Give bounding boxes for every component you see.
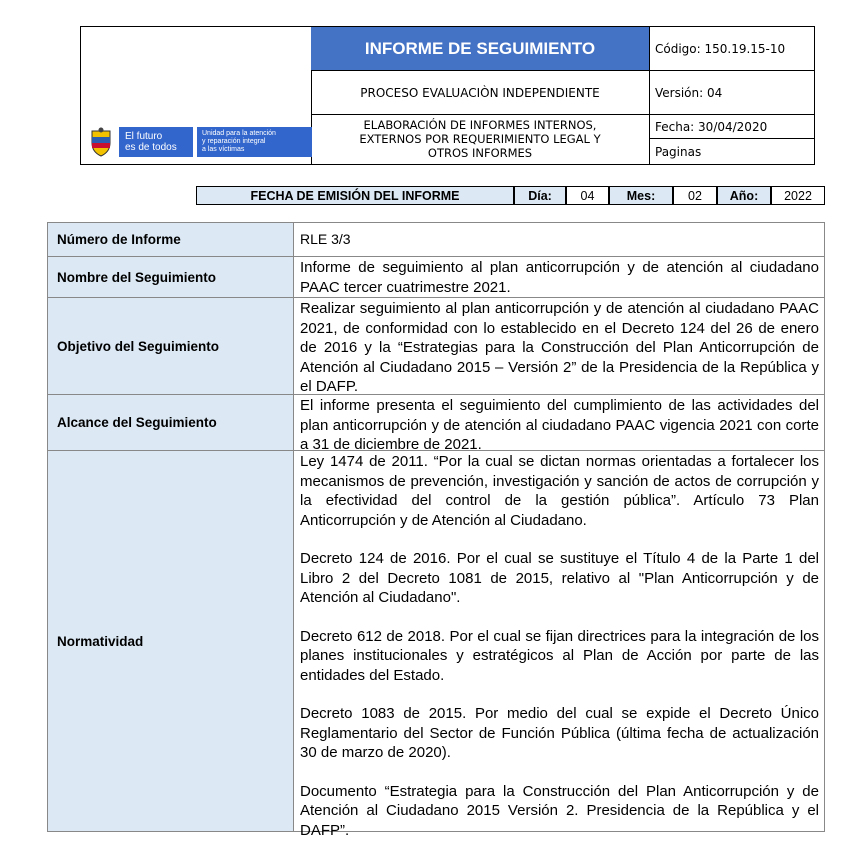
document-pages: Paginas [655,144,702,159]
report-title: INFORME DE SEGUIMIENTO [311,27,650,71]
procedure-line-1: ELABORACIÓN DE INFORMES INTERNOS, [363,118,597,132]
issue-date-label: FECHA DE EMISIÓN DEL INFORME [196,186,514,205]
document-code: Código: 150.19.15-10 [650,27,814,71]
entity-line-2: y reparación integral [202,138,266,145]
scope-value: El informe presenta el seguimiento del cumplimiento de las actividades del plan anticorrupción y de atención al ciudadano PAAC vigencia 2021 con corte a 31 de diciembre de 2021. [300,397,819,453]
day-value: 04 [566,186,609,205]
regulations-value [294,451,824,839]
table-row [48,223,824,257]
report-info-table [47,222,825,839]
brand-line-1: El futuro [125,131,163,142]
brand-label [119,127,193,157]
regulation-item: Ley 1474 de 2011. “Por la cual se dictan normas orientadas a fortalecer los mecanismos de prevención, investigación y sanción de actos de corrupción y la efectividad del control de la gestión pública”. Artículo 73 Plan Anticorrupción y de Atención al Ciudadano. [300,453,819,529]
procedure-line-3: OTROS INFORMES [427,146,533,160]
objective-label: Objetivo del Seguimiento [48,298,294,394]
regulation-item: Decreto 612 de 2018. Por el cual se fijan directrices para la integración de los planes institucionales y estratégicos al Plan de Acción por parte de las entidades del Estado. [300,627,819,684]
year-label: Año: [717,186,771,205]
day-label: Día: [514,186,566,205]
table-row [48,451,824,839]
year-value: 2022 [771,186,825,205]
entity-name [197,127,312,157]
table-row [48,257,824,298]
procedure-name [311,115,650,164]
regulations-label: Normatividad [48,451,294,831]
tracking-name-label: Nombre del Seguimiento [48,257,294,297]
issue-date-bar [196,186,825,205]
objective-value: Realizar seguimiento al plan anticorrupción y de atención al ciudadano PAAC 2021, de conformidad con lo establecido en el Decreto 124 del 26 de enero de 2016 y la “Estrategias para la Construcción del Plan Anticorrupción de Atención al Ciudadano 2015 – Versión 2” de la Presidencia de la República y el DAFP. [300,300,819,395]
table-row [48,395,824,451]
regulation-item: Decreto 124 de 2016. Por el cual se sustituye el Título 4 de la Parte 1 del Libro 2 del Decreto 1081 de 2015, relativo al "Plan Anticorrupción y de Atención al Ciudadano". [300,550,819,606]
document-header [80,26,815,165]
regulation-item: Documento “Estrategia para la Construcción del Plan Anticorrupción y de Atención al Ciudadano 2015 Versión 2. Presidencia de la República y el DAFP”. [300,782,819,839]
month-label: Mes: [609,186,673,205]
regulation-item: Decreto 1083 de 2015. Por medio del cual se expide el Decreto Único Reglamentario del Sector de Función Pública (última fecha de actualización 30 de marzo de 2020). [300,705,819,761]
procedure-line-2: EXTERNOS POR REQUERIMIENTO LEGAL Y [359,132,601,146]
report-number-label: Número de Informe [48,223,294,256]
entity-logo [89,125,312,161]
report-number-value: RLE 3/3 [300,231,351,248]
brand-line-2: es de todos [125,142,177,153]
scope-label: Alcance del Seguimiento [48,395,294,450]
entity-line-1: Unidad para la atención [202,130,276,137]
logo-cell [81,27,312,164]
table-row [48,298,824,395]
entity-line-3: a las víctimas [202,146,245,153]
document-version: Versión: 04 [650,71,814,115]
month-value: 02 [673,186,717,205]
tracking-name-value: Informe de seguimiento al plan anticorrupción y de atención al ciudadano PAAC tercer cuatrimestre 2021. [300,259,819,296]
document-date: Fecha: 30/04/2020 [650,115,814,139]
coat-of-arms-icon [89,127,113,157]
process-name: PROCESO EVALUACIÒN INDEPENDIENTE [311,71,650,115]
